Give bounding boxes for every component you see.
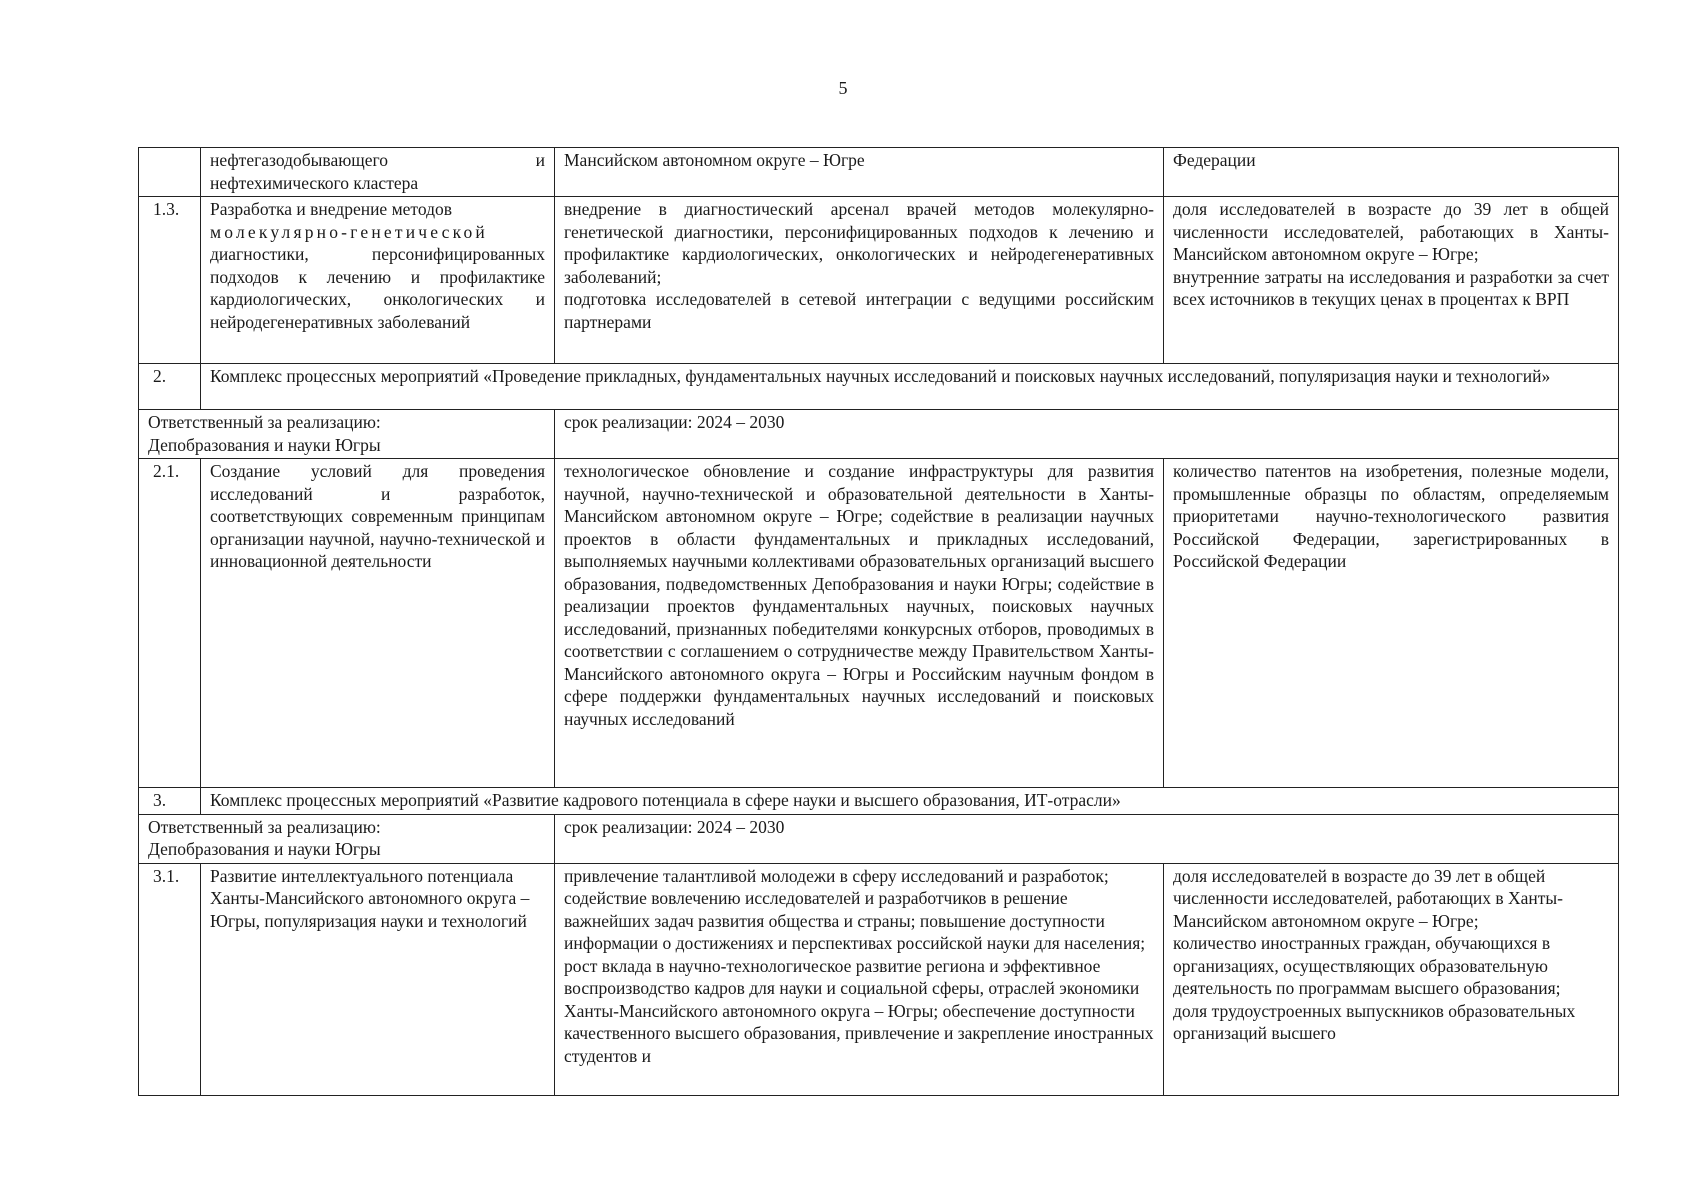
section-title: Комплекс процессных мероприятий «Развитие кадрового потенциала в сфере науки и высшего образования, ИТ-отрасли»	[201, 788, 1619, 815]
measure-name-part-b: молекулярно-генетической	[210, 221, 488, 242]
table-row-continuation	[139, 148, 1619, 197]
cell-result: технологическое обновление и создание инфраструктуры для развития научной, научно-технической и образовательной деятельности в Ханты-Мансийском автономном округе – Югре; содействие в реализации научных проектов в области фундаментальных и прикладных исследований, выполняемых научными коллективами образовательных организаций высшего образования, подведомственных Депобразования и науки Югры; содействие в реализации проектов фундаментальных научных, поисковых научных исследований, признанных победителями конкурсных отборов, проводимых в соответствии с соглашением о сотрудничестве между Правительством Ханты-Мансийского автономного округа – Югры и Российским научным фондом в сфере поддержки фундаментальных научных исследований и поисковых научных исследований	[555, 459, 1164, 788]
cell-result	[555, 863, 1164, 1095]
cell-number: 3.	[139, 788, 201, 815]
cell-number: 1.3.	[139, 197, 201, 364]
cell-number	[139, 148, 201, 197]
indicator-text-1: доля исследователей в возрасте до 39 лет в общей численности исследователей, работающих в Ханты-Мансийском автономном округе – Югре;	[1173, 865, 1563, 931]
measure-name-line-1: нефтегазодобывающего	[210, 150, 389, 170]
result-text-1: внедрение в диагностический арсенал врачей методов молекулярно-генетической диагностики, персонифицированных подходов к лечению и профилактике кардиологических, онкологических и нейродегенеративных заболеваний;	[564, 199, 1154, 287]
responsible-value: Депобразования и науки Югры	[148, 434, 381, 455]
table-row-3-1	[139, 863, 1619, 1095]
responsible-value: Депобразования и науки Югры	[148, 839, 381, 859]
result-text-1: привлечение талантливой молодежи в сферу исследований и разработок; содействие вовлечению исследователей и разработчиков в решение важнейших задач развития общества и страны; повышение доступности информации о достижениях и перспективах российской науки для населения;	[564, 865, 1146, 953]
section-title: Комплекс процессных мероприятий «Проведение прикладных, фундаментальных научных исследований и поисковых научных исследований, популяризация науки и технологий»	[201, 364, 1619, 410]
cell-result	[555, 197, 1164, 364]
cell-indicator	[1164, 197, 1619, 364]
measure-name-part-a: Разработка и внедрение методов	[210, 199, 453, 219]
measure-name-part-c: диагностики, персонифицированных подходов к лечению и профилактике кардиологических, онкологических и нейродегенеративных заболеваний	[210, 244, 545, 332]
indicator-text-2: внутренние затраты на исследования и разработки за счет всех источников в текущих ценах в процентах к ВРП	[1173, 266, 1609, 309]
cell-measure-name: Развитие интеллектуального потенциала Ханты-Мансийского автономного округа – Югры, популяризация науки и технологий	[201, 863, 555, 1095]
page-number: 5	[838, 78, 848, 98]
cell-measure-name	[201, 148, 555, 197]
table-row-section-2	[139, 364, 1619, 410]
table-row-1-3	[139, 197, 1619, 364]
cell-indicator: Федерации	[1164, 148, 1619, 197]
indicator-text-2: количество иностранных граждан, обучающихся в организациях, осуществляющих образовательную деятельность по программам высшего образования;	[1173, 933, 1561, 998]
cell-responsible	[139, 410, 555, 459]
measures-table	[138, 147, 1619, 1096]
table-row-responsible-2	[139, 410, 1619, 459]
result-text-2: рост вклада в научно-технологическое развитие региона и эффективное воспроизводство кадров для науки и социальной сферы, отраслей экономики Ханты-Мансийского автономного округа – Югры; обеспечение доступности качественного высшего образования, привлечение и закрепление иностранных студентов и	[564, 955, 1154, 1066]
measure-name-line-2: нефтехимического кластера	[210, 172, 419, 193]
cell-measure-name	[201, 197, 555, 364]
measure-name-line-1-end: и	[535, 150, 545, 170]
cell-measure-name: Создание условий для проведения исследований и разработок, соответствующих современным принципам организации научной, научно-технической и инновационной деятельности	[201, 459, 555, 788]
responsible-label: Ответственный за реализацию:	[148, 816, 381, 837]
indicator-text-1: доля исследователей в возрасте до 39 лет в общей численности исследователей, работающих в Ханты-Мансийском автономном округе – Югре;	[1173, 199, 1609, 264]
cell-number: 2.1.	[139, 459, 201, 788]
cell-indicator	[1164, 863, 1619, 1095]
table-row-2-1	[139, 459, 1619, 788]
cell-result: Мансийском автономном округе – Югре	[555, 148, 1164, 197]
cell-number: 2.	[139, 364, 201, 410]
table-row-responsible-3	[139, 814, 1619, 863]
responsible-label: Ответственный за реализацию:	[148, 412, 381, 432]
table-row-section-3	[139, 788, 1619, 815]
cell-responsible	[139, 814, 555, 863]
cell-number: 3.1.	[139, 863, 201, 1095]
result-text-2: подготовка исследователей в сетевой интеграции с ведущими российским партнерами	[564, 289, 1154, 332]
cell-indicator: количество патентов на изобретения, полезные модели, промышленные образцы по областям, определяемым приоритетами научно-технологического развития Российской Федерации, зарегистрированных в Российской Федерации	[1164, 459, 1619, 788]
indicator-text-3: доля трудоустроенных выпускников образовательных организаций высшего	[1173, 1000, 1576, 1043]
cell-term: срок реализации: 2024 – 2030	[555, 814, 1619, 863]
cell-term: срок реализации: 2024 – 2030	[555, 410, 1619, 459]
